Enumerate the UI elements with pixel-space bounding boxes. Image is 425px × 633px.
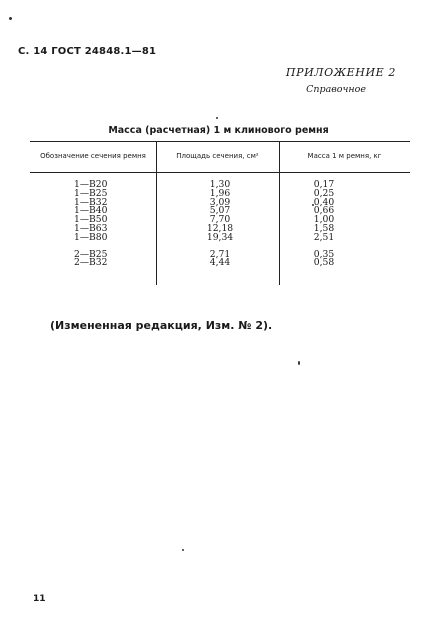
table-cell-designation: 1—В32 [74, 196, 108, 208]
table-cell-mass: 1,58 [313, 222, 335, 234]
table-cell-area: 4,44 [209, 257, 231, 269]
table-caption: Масса (расчетная) 1 м клинового ремня [108, 125, 329, 136]
data-table [30, 141, 410, 285]
table-cell-designation: 2—В32 [74, 257, 108, 269]
table-cell-area: 1,96 [209, 187, 231, 199]
designation-column [74, 181, 134, 268]
table-cell-designation: 1—В20 [74, 179, 108, 190]
table-cell-mass: 1,00 [313, 214, 335, 226]
area-column [200, 181, 240, 268]
table-cell-area: 19,34 [206, 231, 234, 243]
table-header-rule [30, 172, 410, 173]
table-cell-area: 5,07 [209, 205, 231, 217]
table-cell-mass: 0,66 [313, 205, 335, 217]
table-cell-area: 3,09 [209, 196, 231, 208]
table-cell-designation: 1—В25 [74, 187, 108, 199]
mass-column [304, 181, 344, 268]
table-cell-mass: 0,35 [313, 248, 335, 260]
scan-speck [9, 17, 12, 20]
header-area: Площадь сечения, см² [176, 152, 259, 160]
scan-speck [182, 549, 184, 551]
page-number: 11 [33, 594, 46, 604]
page-header: С. 14 ГОСТ 24848.1—81 [18, 46, 157, 57]
table-top-rule [30, 141, 410, 142]
appendix-subtitle: Справочное [306, 84, 366, 95]
table-cell-designation: 1—В50 [74, 214, 108, 226]
scan-speck [216, 117, 218, 119]
amendment-note: (Измененная редакция, Изм. № 2). [50, 319, 273, 332]
header-mass: Масса 1 м ремня, кг [307, 152, 382, 160]
table-cell-area: 12,18 [206, 222, 234, 234]
header-designation: Обозначение сечения ремня [40, 152, 146, 160]
scan-speck [312, 204, 314, 206]
table-cell-area: 1,30 [209, 179, 231, 190]
table-cell-area: 2,71 [209, 248, 231, 260]
table-cell-area: 7,70 [209, 214, 231, 226]
table-cell-designation: 1—В40 [74, 205, 108, 217]
table-cell-mass: 2,51 [313, 231, 335, 243]
table-cell-mass: 0,25 [313, 187, 335, 199]
appendix-title: ПРИЛОЖЕНИЕ 2 [285, 66, 396, 79]
table-cell-designation: 1—В80 [74, 231, 108, 243]
table-cell-mass: 0,40 [313, 196, 335, 208]
table-divider-1 [156, 141, 157, 285]
table-cell-mass: 0,17 [313, 179, 335, 190]
table-cell-designation: 2—В25 [74, 248, 108, 260]
table-cell-designation: 1—В63 [74, 222, 108, 234]
scan-speck [298, 361, 300, 365]
table-cell-mass: 0,58 [313, 257, 335, 269]
table-divider-2 [279, 141, 280, 285]
